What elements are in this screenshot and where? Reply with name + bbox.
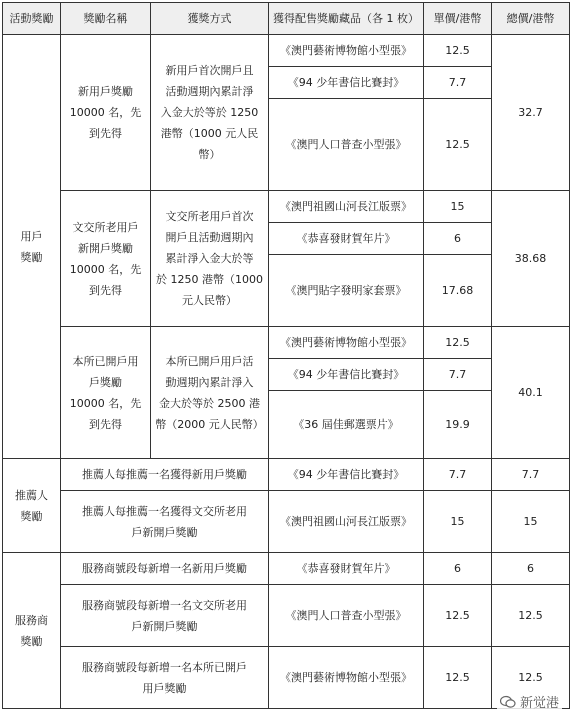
unit-price-cell: 12.5	[424, 327, 492, 359]
unit-price-cell: 19.9	[424, 391, 492, 459]
reward-method-cell: 文交所老用戶首次 開戶且活動週期內 累計淨入金大於等 於 1250 港幣（1000 元人民幣）	[151, 191, 269, 327]
collectible-cell: 《94 少年書信比賽封》	[269, 67, 424, 99]
reward-desc-cell: 服務商號段每新增一名文交所老用 戶新開戶獎勵	[61, 585, 269, 647]
unit-price-cell: 15	[424, 191, 492, 223]
collectible-cell: 《94 少年書信比賽封》	[269, 459, 424, 491]
reward-desc-cell: 推薦人每推薦一名獲得新用戶獎勵	[61, 459, 269, 491]
collectible-cell: 《恭喜發財賀年片》	[269, 223, 424, 255]
total-price-cell: 12.5	[492, 647, 570, 709]
table-row	[3, 327, 570, 359]
collectible-cell: 《澳門祖國山河長江版票》	[269, 191, 424, 223]
category-cell: 推薦人 獎勵	[3, 459, 61, 553]
reward-method-cell: 本所已開戶用戶活 動週期內累計淨入 金大於等於 2500 港 幣（2000 元人民幣）	[151, 327, 269, 459]
reward-method-cell: 新用戶首次開戶且 活動週期內累計淨 入金大於等於 1250 港幣（1000 元人民 幣）	[151, 35, 269, 191]
table-row	[3, 585, 570, 647]
reward-desc-cell: 服務商號段每新增一名本所已開戶 用戶獎勵	[61, 647, 269, 709]
reward-desc-cell: 服務商號段每新增一名新用戶獎勵	[61, 553, 269, 585]
total-price-cell: 6	[492, 553, 570, 585]
header-total-price: 總價/港幣	[492, 3, 570, 35]
total-price-cell: 7.7	[492, 459, 570, 491]
collectible-cell: 《澳門藝術博物館小型張》	[269, 35, 424, 67]
collectible-cell: 《94 少年書信比賽封》	[269, 359, 424, 391]
table-row	[3, 553, 570, 585]
watermark-text: 新觉港	[519, 696, 559, 711]
total-price-cell: 12.5	[492, 585, 570, 647]
table-row	[3, 491, 570, 553]
collectible-cell: 《澳門貼字發明家套票》	[269, 255, 424, 327]
unit-price-cell: 12.5	[424, 647, 492, 709]
unit-price-cell: 7.7	[424, 459, 492, 491]
collectible-cell: 《澳門藝術博物館小型張》	[269, 327, 424, 359]
collectible-cell: 《澳門人口普查小型張》	[269, 99, 424, 191]
collectible-cell: 《澳門藝術博物館小型張》	[269, 647, 424, 709]
header-row	[3, 3, 570, 35]
unit-price-cell: 7.7	[424, 67, 492, 99]
table-row	[3, 647, 570, 709]
collectible-cell: 《恭喜發財賀年片》	[269, 553, 424, 585]
table-row	[3, 35, 570, 67]
header-reward-name: 獎勵名稱	[61, 3, 151, 35]
unit-price-cell: 17.68	[424, 255, 492, 327]
collectible-cell: 《澳門人口普查小型張》	[269, 585, 424, 647]
unit-price-cell: 6	[424, 553, 492, 585]
header-activity: 活動獎勵	[3, 3, 61, 35]
header-unit-price: 單價/港幣	[424, 3, 492, 35]
table-body	[3, 35, 570, 709]
reward-name-cell: 本所已開戶用 戶獎勵 10000 名，先 到先得	[61, 327, 151, 459]
category-cell: 用戶 獎勵	[3, 35, 61, 459]
collectible-cell: 《澳門祖國山河長江版票》	[269, 491, 424, 553]
unit-price-cell: 15	[424, 491, 492, 553]
header-collectibles: 獲得配售獎勵藏品（各 1 枚）	[269, 3, 424, 35]
total-price-cell: 40.1	[492, 327, 570, 459]
reward-name-cell: 新用戶獎勵 10000 名，先 到先得	[61, 35, 151, 191]
total-price-cell: 15	[492, 491, 570, 553]
unit-price-cell: 12.5	[424, 585, 492, 647]
total-price-cell: 38.68	[492, 191, 570, 327]
table-row	[3, 459, 570, 491]
collectible-cell: 《36 屆佳郵選票片》	[269, 391, 424, 459]
watermark	[497, 691, 562, 712]
category-cell: 服務商 獎勵	[3, 553, 61, 709]
unit-price-cell: 12.5	[424, 99, 492, 191]
total-price-cell: 32.7	[492, 35, 570, 191]
table-row	[3, 191, 570, 223]
wechat-icon	[500, 695, 516, 709]
rewards-table	[2, 2, 570, 709]
reward-name-cell: 文交所老用戶 新開戶獎勵 10000 名，先 到先得	[61, 191, 151, 327]
reward-desc-cell: 推薦人每推薦一名獲得文交所老用 戶新開戶獎勵	[61, 491, 269, 553]
header-method: 獲獎方式	[151, 3, 269, 35]
unit-price-cell: 6	[424, 223, 492, 255]
unit-price-cell: 7.7	[424, 359, 492, 391]
unit-price-cell: 12.5	[424, 35, 492, 67]
